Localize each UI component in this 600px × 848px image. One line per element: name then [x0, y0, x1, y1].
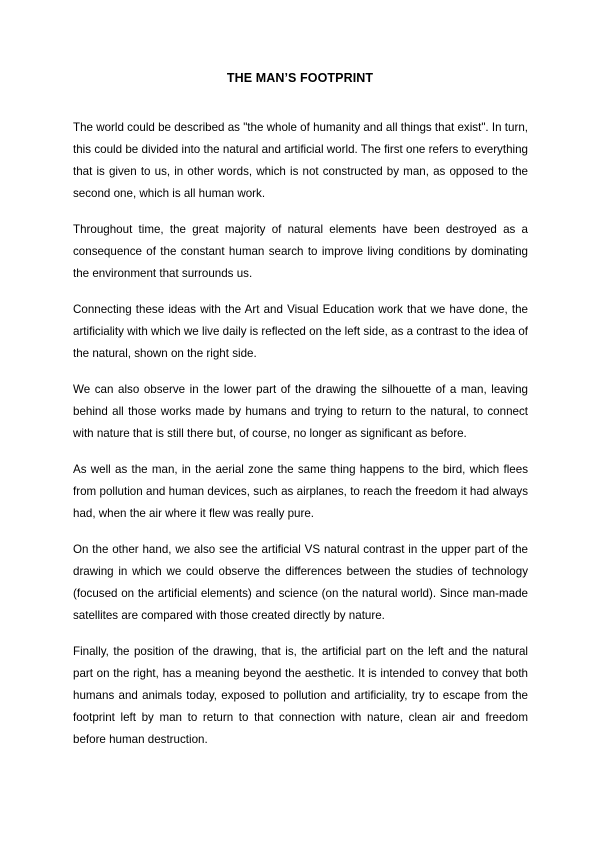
document-title: THE MAN’S FOOTPRINT	[226, 71, 374, 85]
paragraph-1: The world could be described as "the whole of humanity and all things that exist". In turn, this could be divided into the natural and artificial world. The first one refers to everything that is given to us, in other words, which is not constructed by man, as opposed to the second one, which is all human work.	[73, 121, 528, 200]
paragraph-4: We can also observe in the lower part of the drawing the silhouette of a man, leaving behind all those works made by humans and trying to return to the natural, to connect with nature that is still there but, of course, no longer as significant as before.	[73, 383, 528, 440]
paragraph-3: Connecting these ideas with the Art and Visual Education work that we have done, the artificiality with which we live daily is reflected on the left side, as a contrast to the idea of the natural, shown on the right side.	[73, 303, 528, 360]
paragraph-5: As well as the man, in the aerial zone the same thing happens to the bird, which flees from pollution and human devices, such as airplanes, to reach the freedom it had always had, when the air where it flew was really pure.	[73, 463, 528, 520]
paragraph-2: Throughout time, the great majority of natural elements have been destroyed as a consequence of the constant human search to improve living conditions by dominating the environment that surrounds us.	[73, 223, 528, 280]
paragraph-6: On the other hand, we also see the artificial VS natural contrast in the upper part of the drawing in which we could observe the differences between the studies of technology (focused on the artificial elements) and science (on the natural world). Since man-made satellites are compared with those created directly by nature.	[73, 543, 528, 622]
paragraph-7: Finally, the position of the drawing, that is, the artificial part on the left and the natural part on the right, has a meaning beyond the aesthetic. It is intended to convey that both humans and animals today, exposed to pollution and artificiality, try to escape from the footprint left by man to return to that connection with nature, clean air and freedom before human destruction.	[73, 645, 528, 746]
document-body	[73, 117, 528, 751]
